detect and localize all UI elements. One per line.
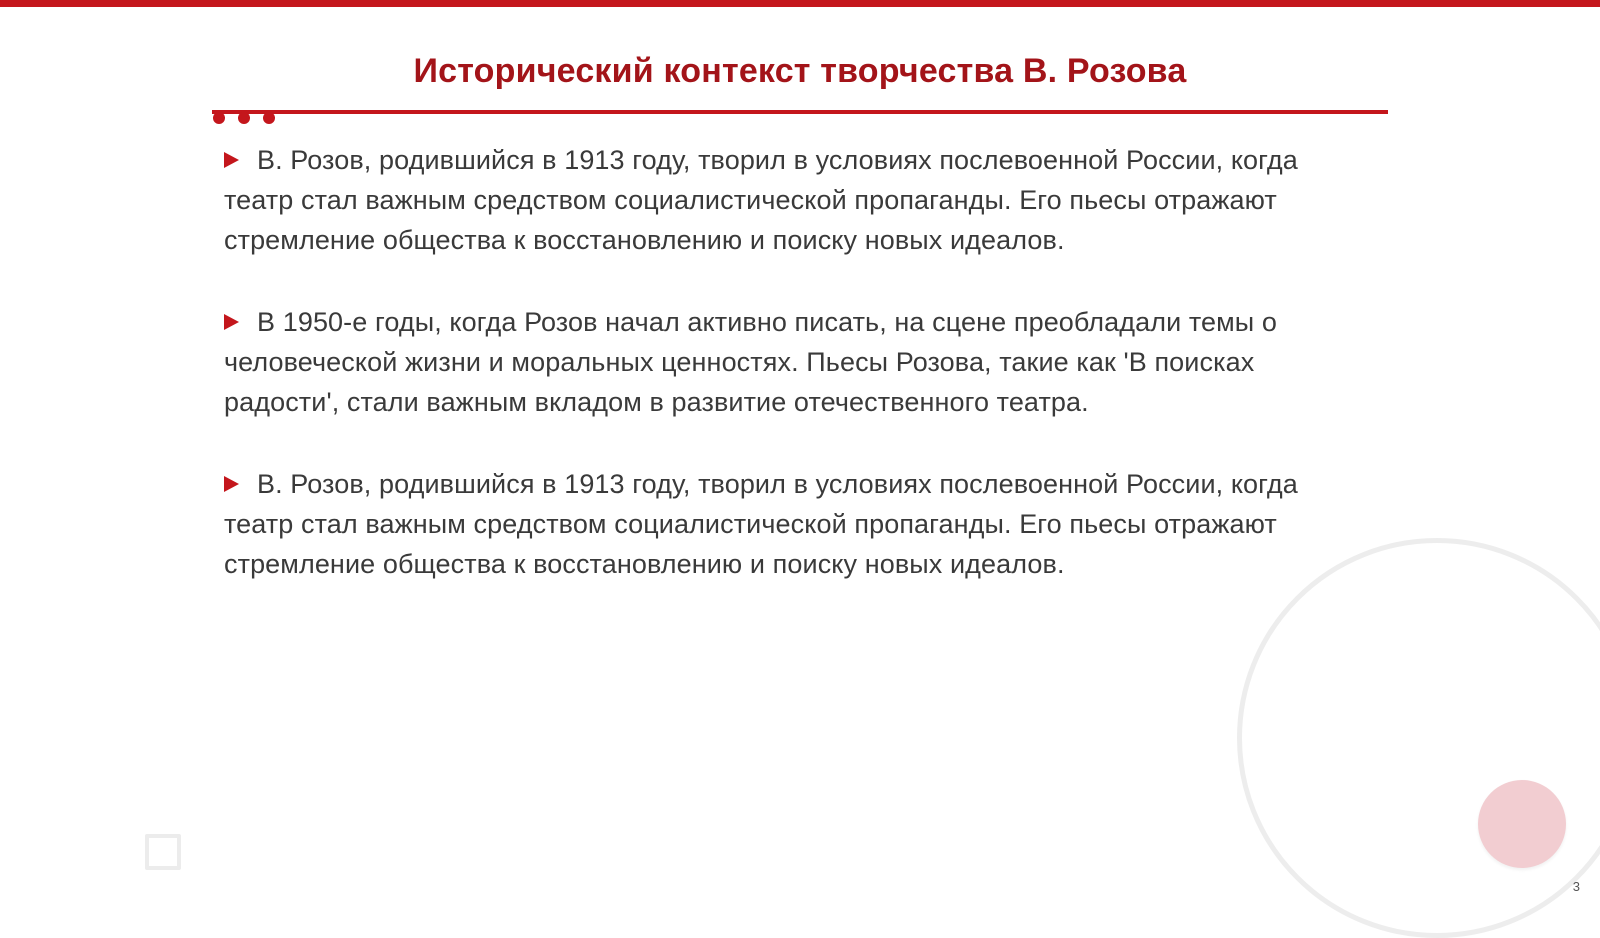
- bullet-text: В. Розов, родившийся в 1913 году, творил в условиях послевоенной России, когда театр стал важным средством социалистической пропаганды. Его пьесы отражают стремление общества к восстановлению и поиску новых идеалов.: [224, 145, 1298, 255]
- bullet-item: [224, 464, 1374, 584]
- triangle-right-icon: [224, 314, 239, 330]
- bullet-item: [224, 302, 1374, 422]
- bullet-text: В. Розов, родившийся в 1913 году, творил в условиях послевоенной России, когда театр стал важным средством социалистической пропаганды. Его пьесы отражают стремление общества к восстановлению и поиску новых идеалов.: [224, 469, 1298, 579]
- title-dot-decoration: [263, 112, 275, 124]
- title-underline: [212, 110, 1388, 114]
- title-dot-decoration: [213, 112, 225, 124]
- decorative-pink-circle: [1478, 780, 1566, 868]
- title-dot-decoration: [238, 112, 250, 124]
- bullet-text: В 1950-е годы, когда Розов начал активно писать, на сцене преобладали темы о человеческой жизни и моральных ценностях. Пьесы Розова, такие как 'В поисках радости', стали важным вкладом в развитие отечественного театра.: [224, 307, 1278, 417]
- triangle-right-icon: [224, 152, 239, 168]
- triangle-right-icon: [224, 476, 239, 492]
- top-accent-bar: [0, 0, 1600, 7]
- decorative-square: [145, 834, 181, 870]
- slide-title: Исторический контекст творчества В. Розова: [413, 52, 1187, 90]
- page-number: 3: [1572, 879, 1580, 894]
- bullet-list: [224, 140, 1374, 626]
- bullet-item: [224, 140, 1374, 260]
